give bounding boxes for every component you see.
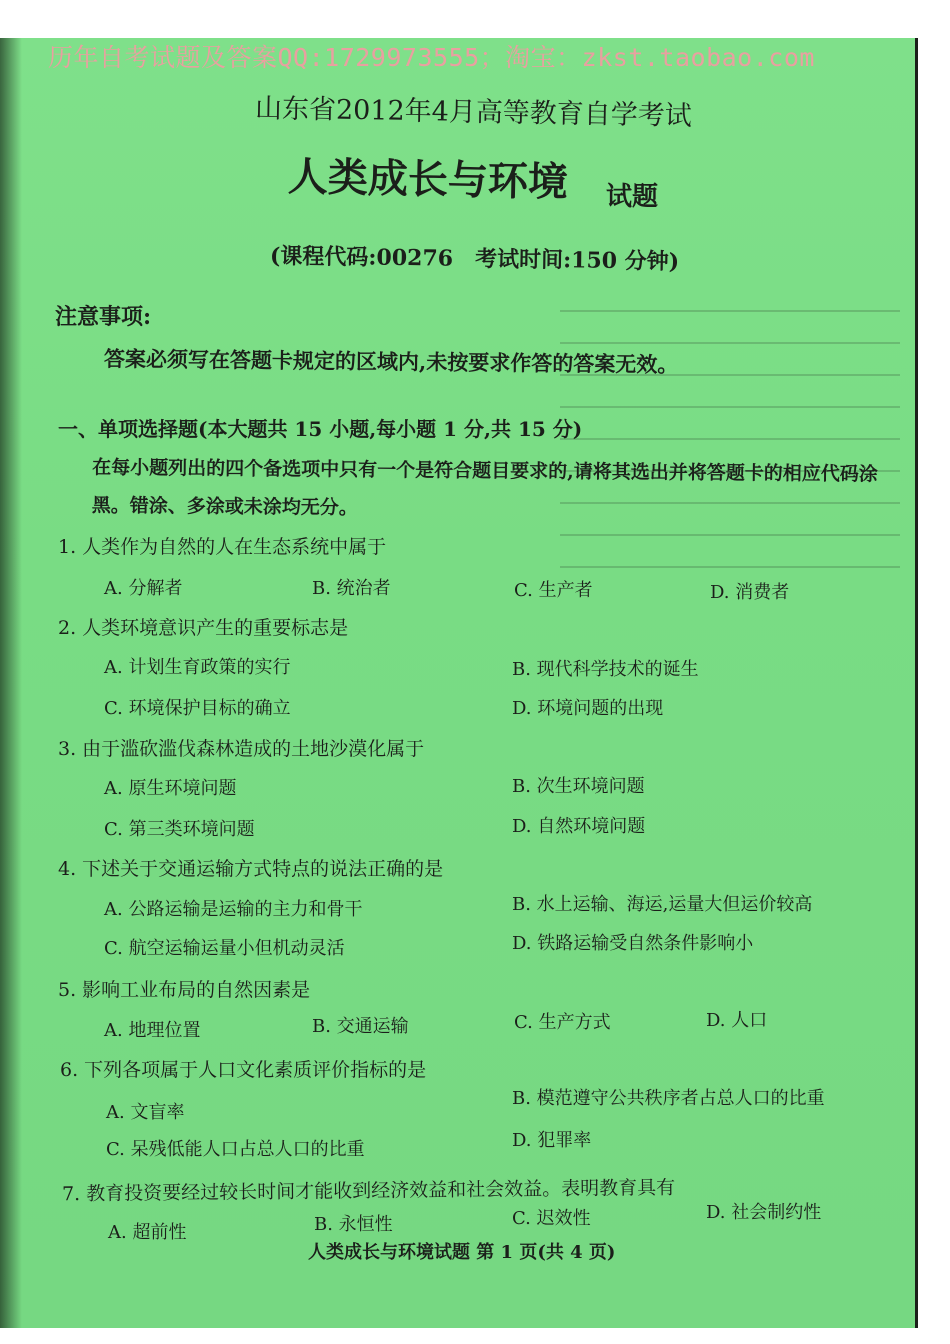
option-c: C. 航空运输运量小但机动灵活: [104, 938, 345, 959]
option-b: B. 水上运输、海运,运量大但运价较高: [512, 894, 813, 915]
option-c: C. 生产方式: [514, 1012, 611, 1033]
option-c: C. 第三类环境问题: [104, 819, 255, 840]
option-a: A. 计划生育政策的实行: [104, 657, 291, 678]
option-c: C. 生产者: [514, 580, 593, 601]
question-stem: 4. 下述关于交通运输方式特点的说法正确的是: [58, 858, 444, 880]
notice-text: 答案必须写在答题卡规定的区域内,未按要求作答的答案无效。: [103, 345, 679, 378]
option-d: D. 人口: [706, 1010, 768, 1031]
question-stem: 5. 影响工业布局的自然因素是: [58, 979, 311, 1001]
option-c: C. 呆残低能人口占总人口的比重: [106, 1139, 365, 1160]
option-a: A. 超前性: [108, 1222, 187, 1243]
option-b: B. 统治者: [312, 578, 391, 599]
page-footer: 人类成长与环境试题 第 1 页(共 4 页): [308, 1242, 616, 1263]
notice-title: 注意事项:: [55, 304, 152, 330]
option-c: C. 迟效性: [512, 1208, 591, 1229]
question-stem: 1. 人类作为自然的人在生态系统中属于: [58, 536, 387, 558]
exam-name: 山东省2012年4月高等教育自学考试: [254, 93, 693, 132]
option-b: B. 次生环境问题: [512, 776, 645, 797]
option-c: C. 环境保护目标的确立: [104, 698, 291, 719]
option-d: D. 铁路运输受自然条件影响小: [512, 933, 754, 954]
subject-title: 人类成长与环境: [287, 153, 569, 206]
paper-type: 试题: [606, 182, 659, 212]
option-d: D. 自然环境问题: [512, 816, 646, 837]
watermark: 历年自考试题及答案QQ:1729973555；淘宝：zkst.taobao.com: [48, 43, 815, 72]
option-a: A. 文盲率: [106, 1102, 185, 1123]
option-b: B. 交通运输: [312, 1016, 409, 1037]
bleed-through-text: [560, 280, 900, 610]
question-stem: 7. 教育投资要经过较长时间才能收到经济效益和社会效益。表明教育具有: [61, 1176, 676, 1206]
section-instructions: 在每小题列出的四个备选项中只有一个是符合题目要求的,请将其选出并将答题卡的相应代码涂黑。错涂、多涂或未涂均无分。: [91, 456, 878, 519]
question-stem: 3. 由于滥砍滥伐森林造成的土地沙漠化属于: [58, 738, 425, 760]
option-a: A. 地理位置: [104, 1020, 201, 1041]
option-d: D. 犯罪率: [512, 1130, 592, 1151]
question-stem: 2. 人类环境意识产生的重要标志是: [58, 617, 349, 639]
option-a: A. 公路运输是运输的主力和骨干: [104, 899, 363, 920]
section-title: 一、单项选择题(本大题共 15 小题,每小题 1 分,共 15 分): [58, 417, 583, 441]
option-d: D. 消费者: [710, 582, 790, 603]
option-a: A. 原生环境问题: [104, 778, 237, 799]
question-stem: 6. 下列各项属于人口文化素质评价指标的是: [60, 1059, 427, 1081]
option-d: D. 环境问题的出现: [512, 698, 664, 719]
option-b: B. 永恒性: [314, 1214, 393, 1235]
option-b: B. 现代科学技术的诞生: [512, 659, 699, 680]
option-a: A. 分解者: [104, 578, 183, 599]
course-code-line: (课程代码:00276 考试时间:150 分钟): [269, 243, 680, 275]
option-b: B. 模范遵守公共秩序者占总人口的比重: [512, 1088, 825, 1109]
page-edge-shadow: [0, 38, 22, 1328]
option-d: D. 社会制约性: [706, 1202, 822, 1223]
